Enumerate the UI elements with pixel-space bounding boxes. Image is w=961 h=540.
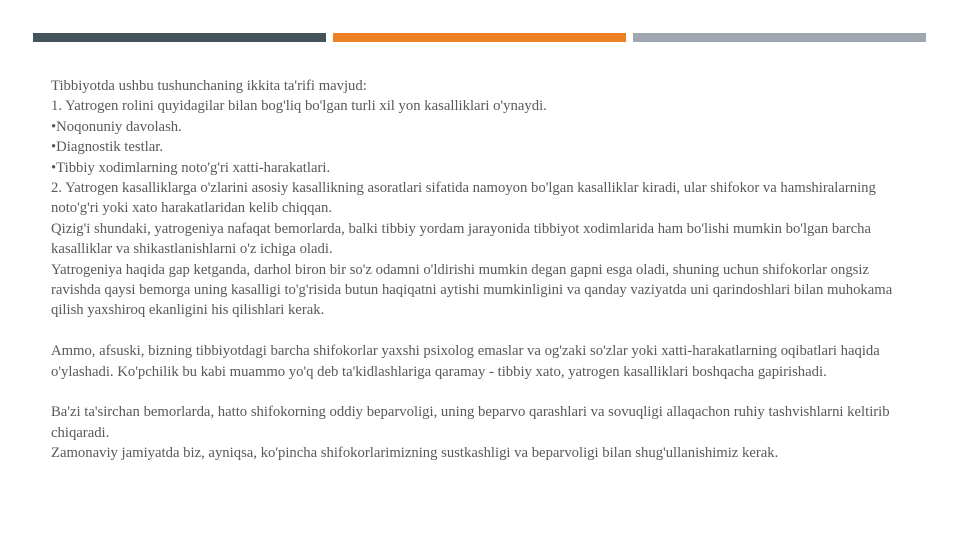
bullet-dot-icon: • bbox=[51, 118, 57, 135]
body-paragraph: 1. Yatrogen rolini quyidagilar bilan bog'liq bo'lgan turli xil yon kasalliklari o'ynaydi. bbox=[51, 98, 547, 115]
bullet-item-label: Diagnostik testlar. bbox=[56, 139, 164, 156]
paragraph-spacer bbox=[51, 382, 916, 402]
accent-bar-segment-orange bbox=[333, 33, 626, 42]
body-paragraph: 2. Yatrogen kasalliklarga o'zlarini asosiy kasallikning asoratlari sifatida namoyon bo'lgan kasalliklar kiradi, ular shifokor va hamshiralarning noto'g'ri yoki xato harakatlaridan kelib chiqqan. bbox=[51, 180, 876, 217]
body-paragraph: Tibbiyotda ushbu tushunchaning ikkita ta'rifi mavjud: bbox=[51, 78, 367, 94]
bullet-dot-icon: • bbox=[51, 139, 57, 156]
body-paragraph: Ba'zi ta'sirchan bemorlarda, hatto shifokorning oddiy beparvoligi, uning beparvo qarashlari va sovuqligi allaqachon ruhiy tashvishlarni keltirib chiqaradi. bbox=[51, 404, 890, 441]
bullet-item-label: Noqonuniy davolash. bbox=[56, 118, 182, 135]
accent-bar-segment-dark bbox=[33, 33, 326, 42]
body-paragraph: Qizig'i shundaki, yatrogeniya nafaqat bemorlarda, balki tibbiy yordam jarayonida tibbiyot xodimlarida ham bo'lishi mumkin bo'lgan barcha kasalliklar va shikastlanishlarni o'z ichiga oladi. bbox=[51, 220, 872, 258]
body-paragraph: Zamonaviy jamiyatda biz, ayniqsa, ko'pincha shifokorlarimizning sustkashligi va beparvoligi bilan shug'ullanishimiz kerak. bbox=[51, 445, 779, 462]
body-paragraph: Ammo, afsuski, bizning tibbiyotdagi barcha shifokorlar yaxshi psixolog emaslar va og'zaki so'zlar yoki xatti-harakatlarning oqibatlari haqida o'ylashadi. Ko'pchilik bu kabi muammo yo'q deb ta'kidlashlariga qaramay - tibbiy xato, yatrogen kasalliklari boshqacha gapirishadi. bbox=[51, 343, 880, 380]
accent-bar-segment-gray bbox=[633, 33, 926, 42]
bullet-list-item bbox=[51, 117, 916, 137]
accent-bar bbox=[33, 33, 926, 42]
body-paragraph: Yatrogeniya haqida gap ketganda, darhol biron bir so'z odamni o'ldirishi mumkin degan gapni esga oladi, shuning uchun shifokorlar ongsiz ravishda qaysi bemorga uning kasalligi to'g'risida butun haqiqatni aytishi mumkinligini va qanday vaziyatda uni qarindoshlari bilan muhokama qilish yaxshiroq ekanligini his qilishlari kerak. bbox=[51, 261, 893, 319]
bullet-item-label: Tibbiy xodimlarning noto'g'ri xatti-harakatlari. bbox=[56, 159, 331, 176]
slide-body-text bbox=[51, 76, 916, 464]
bullet-list-item bbox=[51, 158, 916, 178]
bullet-dot-icon: • bbox=[51, 159, 57, 176]
bullet-list-item bbox=[51, 137, 916, 157]
paragraph-spacer bbox=[51, 321, 916, 341]
